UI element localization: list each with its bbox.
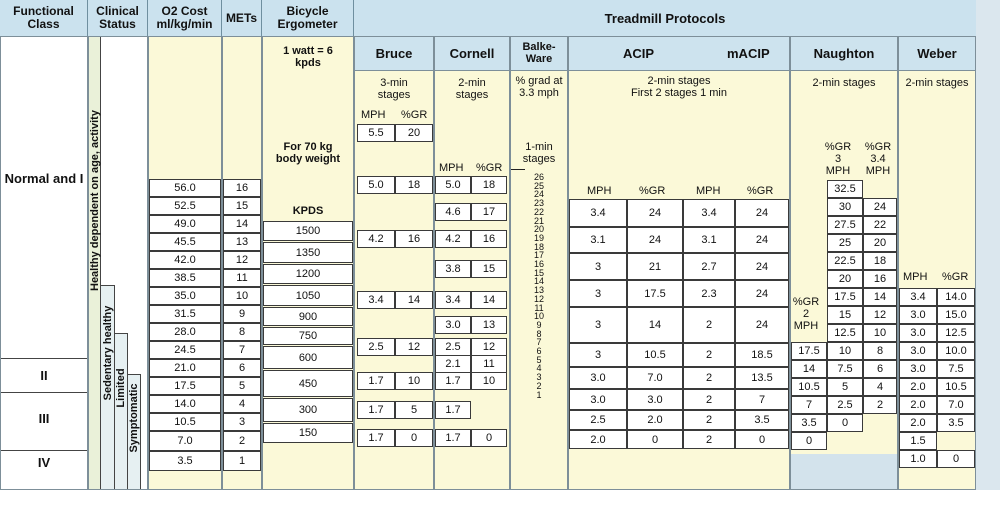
header-filler [976,0,1000,36]
mets-cell: 10 [223,287,261,305]
balke-grade-value: 9 [536,319,542,330]
weber-gr-cell: 10.5 [937,378,975,396]
cornell-mph-cell: 4.6 [435,203,471,221]
weber-gr-cell: 14.0 [937,288,975,306]
acip-gr-cell: 14 [627,307,683,343]
bruce-mph-cell: 1.7 [357,401,395,419]
mets-cell: 3 [223,413,261,431]
cornell-gr-cell: 16 [471,230,507,248]
weber-gr-cell: 12.5 [937,324,975,342]
bruce-gr-cell: 20 [395,124,433,142]
o2-cost-cell: 17.5 [149,377,221,395]
balke-grade-value: 1 [536,389,542,400]
weber-mph-cell: 3.4 [899,288,937,306]
balke-grade-value: 17 [533,250,544,261]
naughton-title: Naughton [813,46,875,61]
bicycle-kpds-cell: 600 [263,346,353,369]
balke-grade-value: 26 [533,172,544,182]
mets-cell: 8 [223,323,261,341]
o2-cost-cell: 31.5 [149,305,221,323]
balke-grade-value: 20 [533,224,544,235]
o2-cost-cell: 38.5 [149,269,221,287]
bruce-mph-cell: 3.4 [357,291,395,309]
o2-cost-cell: 14.0 [149,395,221,413]
functional-class-column [0,36,88,490]
macip-gr-cell: 24 [735,253,789,280]
mets-cell: 1 [223,451,261,471]
naughton-3mph-cell: 12.5 [827,324,863,342]
bruce-mph-cell: 4.2 [357,230,395,248]
bicycle-kpds-cell: 1500 [263,221,353,241]
naughton-head-34mph: %GR 3.4 MPH [864,141,892,177]
acip-stages-note: First 2 stages 1 min [631,87,727,99]
acip-mph-cell: 3.0 [569,389,627,410]
weber-gr-cell: 7.5 [937,360,975,378]
naughton-34mph-cell: 24 [863,198,897,216]
balke-grade-value: 11 [534,302,544,313]
balke-grade-value: 21 [533,215,544,226]
bicycle-column [262,36,354,490]
header-o2-cost [148,0,222,36]
acip-gr-cell: 21 [627,253,683,280]
mets-cell: 4 [223,395,261,413]
naughton-34mph-cell: 2 [863,396,897,414]
macip-gr-cell: 3.5 [735,410,789,430]
bicycle-kpds-cell: 1200 [263,264,353,284]
acip-gr-cell: 24 [627,199,683,227]
bruce-gr-cell: 10 [395,372,433,390]
mets-cell: 11 [223,269,261,287]
status-limited-label: Limited [115,368,127,408]
balke-grade-value: 2 [536,380,542,391]
weber-mph-cell: 2.0 [899,414,937,432]
naughton-34mph-cell: 18 [863,252,897,270]
o2-cost-cell: 24.5 [149,341,221,359]
weber-mph-cell: 1.5 [899,432,937,450]
bruce-gr-cell: 0 [395,429,433,447]
naughton-head-2mph: %GR 2 MPH [792,296,820,332]
acip-mph-cell: 3 [569,280,627,307]
macip-mph-cell: 2.7 [683,253,735,280]
naughton-3mph-cell: 30 [827,198,863,216]
acip-title: ACIP [623,46,655,61]
bicycle-note-weight: For 70 kg body weight [275,141,341,165]
macip-mph-cell: 2 [683,430,735,449]
weber-mph-head: MPH [903,271,928,283]
macip-title: mACIP [727,46,770,61]
cornell-mph-cell: 3.8 [435,260,471,278]
class-divider [1,450,87,451]
header-mets [222,0,262,36]
naughton-34mph-cell: 22 [863,216,897,234]
header-clinical-status-text: Clinical Status [96,4,139,31]
naughton-3mph-cell: 7.5 [827,360,863,378]
bruce-mph-cell: 1.7 [357,372,395,390]
balke-grade-value: 23 [533,198,544,209]
balke-grade-value: 16 [533,259,544,269]
cornell-mph-cell: 1.7 [435,401,471,419]
bruce-mph-cell: 5.0 [357,176,395,194]
header-treadmill [354,0,976,36]
naughton-3mph-cell: 17.5 [827,288,863,306]
macip-gr-head: %GR [747,185,774,197]
bruce-gr-cell: 14 [395,291,433,309]
o2-cost-cell: 52.5 [149,197,221,215]
macip-mph-cell: 2 [683,343,735,367]
balke-grade-value: 22 [533,206,544,217]
bruce-stages: 3-min stages [377,77,411,101]
acip-gr-head: %GR [639,185,666,197]
bicycle-unit-label: KPDS [292,205,324,217]
macip-gr-cell: 0 [735,430,789,449]
bruce-mph-cell: 5.5 [357,124,395,142]
macip-gr-cell: 24 [735,227,789,253]
acip-stages: 2-min stages [647,75,711,87]
class-iii-label: III [38,411,50,426]
clinical-status-column [88,36,148,490]
acip-mph-cell: 3.1 [569,227,627,253]
cornell-gr-head: %GR [476,162,503,174]
acip-mph-cell: 3 [569,253,627,280]
mets-cell: 14 [223,215,261,233]
header-o2-cost-text: O2 Cost ml/kg/min [156,4,213,31]
acip-mph-cell: 3.4 [569,199,627,227]
naughton-2mph-cell: 7 [791,396,827,414]
acip-mph-cell: 3 [569,343,627,367]
header-functional-class [0,0,88,36]
bruce-gr-cell: 18 [395,176,433,194]
o2-cost-cell: 28.0 [149,323,221,341]
acip-gr-cell: 10.5 [627,343,683,367]
weber-gr-head: %GR [942,271,969,283]
cornell-mph-head: MPH [439,162,464,174]
macip-mph-head: MPH [696,185,721,197]
naughton-3mph-cell: 2.5 [827,396,863,414]
status-sedentary-label: Sedentary healthy [102,305,114,401]
macip-gr-cell: 24 [735,199,789,227]
class-divider [1,358,87,359]
balke-grade-value: 19 [533,232,544,243]
balke-grade-value: 5 [536,354,542,365]
acip-mph-cell: 3.0 [569,367,627,389]
mets-cell: 13 [223,233,261,251]
weber-mph-cell: 2.0 [899,378,937,396]
mets-cell: 16 [223,179,261,197]
balke-grade-value: 10 [533,311,544,322]
balke-column [510,36,568,490]
cornell-mph-cell: 1.7 [435,372,471,390]
macip-mph-cell: 2 [683,307,735,343]
class-ii-label: II [40,368,48,383]
balke-grade-value: 12 [533,293,544,304]
cornell-gr-cell: 18 [471,176,507,194]
naughton-34mph-cell: 4 [863,378,897,396]
macip-gr-cell: 18.5 [735,343,789,367]
balke-grade-value: 4 [536,363,542,374]
o2-cost-cell: 10.5 [149,413,221,431]
cornell-gr-cell: 17 [471,203,507,221]
header-clinical-status [88,0,148,36]
balke-grade-value: 25 [533,180,544,191]
acip-column [568,36,790,490]
balke-grade-value: 7 [536,337,542,348]
weber-gr-cell: 15.0 [937,306,975,324]
bicycle-kpds-cell: 300 [263,398,353,422]
o2-cost-cell: 21.0 [149,359,221,377]
mets-cell: 12 [223,251,261,269]
bruce-gr-cell: 5 [395,401,433,419]
cornell-mph-cell: 1.7 [435,429,471,447]
weber-title: Weber [917,46,957,61]
bruce-gr-cell: 16 [395,230,433,248]
naughton-stages: 2-min stages [812,77,876,89]
balke-grade-value: 13 [533,285,544,296]
macip-gr-cell: 13.5 [735,367,789,389]
mets-cell: 9 [223,305,261,323]
naughton-column [790,36,898,490]
naughton-34mph-cell: 6 [863,360,897,378]
bruce-title: Bruce [375,46,413,61]
macip-mph-cell: 2.3 [683,280,735,307]
naughton-34mph-cell: 14 [863,288,897,306]
weber-gr-cell: 0 [937,450,975,468]
mets-cell: 6 [223,359,261,377]
macip-mph-cell: 2 [683,410,735,430]
acip-mph-cell: 2.0 [569,430,627,449]
cornell-mph-cell: 3.0 [435,316,471,334]
weber-mph-cell: 1.0 [899,450,937,468]
cornell-mph-cell: 3.4 [435,291,471,309]
header-mets-text: METs [225,10,258,25]
macip-gr-cell: 7 [735,389,789,410]
mets-cell: 2 [223,431,261,451]
bicycle-kpds-cell: 150 [263,423,353,443]
bruce-mph-head: MPH [361,109,386,121]
naughton-34mph-cell: 10 [863,324,897,342]
acip-mph-cell: 2.5 [569,410,627,430]
acip-mph-cell: 3 [569,307,627,343]
balke-grade-value: 3 [536,372,542,383]
mets-column [222,36,262,490]
balke-title: Balke-Ware [522,41,556,65]
weber-mph-cell: 3.0 [899,342,937,360]
status-symptomatic-label: Symptomatic [128,383,140,453]
right-filler [976,36,1000,490]
bicycle-kpds-cell: 1050 [263,285,353,306]
weber-gr-cell: 3.5 [937,414,975,432]
acip-gr-cell: 7.0 [627,367,683,389]
naughton-2mph-cell: 0 [791,432,827,450]
cornell-gr-cell: 15 [471,260,507,278]
weber-mph-cell: 3.0 [899,360,937,378]
bottom-margin [0,490,1000,519]
header-functional-class-text: Functional Class [13,4,74,31]
naughton-34mph-cell: 12 [863,306,897,324]
status-healthy-label: Healthy dependent on age, activity [89,110,101,291]
weber-gr-cell: 7.0 [937,396,975,414]
naughton-34mph-cell: 16 [863,270,897,288]
bruce-gr-head: %GR [401,109,428,121]
naughton-2mph-cell: 14 [791,360,827,378]
naughton-2mph-cell: 10.5 [791,378,827,396]
weber-gr-cell: 10.0 [937,342,975,360]
cornell-title: Cornell [449,46,495,61]
weber-column [898,36,976,490]
macip-gr-cell: 24 [735,280,789,307]
naughton-head-3mph: %GR 3 MPH [824,141,852,177]
cornell-mph-cell: 4.2 [435,230,471,248]
o2-cost-cell: 45.5 [149,233,221,251]
naughton-2mph-cell: 17.5 [791,342,827,360]
acip-gr-cell: 24 [627,227,683,253]
cornell-gr-cell: 13 [471,316,507,334]
weber-mph-cell: 3.0 [899,324,937,342]
bicycle-note-watt: 1 watt = 6 kpds [283,45,333,69]
bicycle-kpds-cell: 900 [263,307,353,326]
naughton-3mph-cell: 27.5 [827,216,863,234]
weber-mph-cell: 2.0 [899,396,937,414]
naughton-3mph-cell: 5 [827,378,863,396]
o2-cost-column [148,36,222,490]
naughton-3mph-cell: 0 [827,414,863,432]
bruce-gr-cell: 12 [395,338,433,356]
o2-cost-cell: 49.0 [149,215,221,233]
cornell-mph-cell: 2.5 [435,338,471,356]
class-divider [1,392,87,393]
cornell-mph-cell: 5.0 [435,176,471,194]
bicycle-kpds-cell: 750 [263,327,353,345]
bicycle-kpds-cell: 1350 [263,242,353,263]
balke-grade-value: 6 [536,346,542,356]
o2-cost-cell: 35.0 [149,287,221,305]
o2-cost-cell: 42.0 [149,251,221,269]
balke-grade-value: 14 [533,276,544,287]
acip-mph-head: MPH [587,185,612,197]
balke-grade-value: 24 [533,189,544,200]
mets-cell: 15 [223,197,261,215]
cornell-mph-cell: 2.1 [435,355,471,373]
naughton-3mph-cell: 25 [827,234,863,252]
header-treadmill-text: Treadmill Protocols [604,10,726,26]
naughton-2mph-cell: 3.5 [791,414,827,432]
bruce-mph-cell: 2.5 [357,338,395,356]
cornell-gr-cell: 10 [471,372,507,390]
header-bicycle-text: Bicycle Ergometer [277,4,338,31]
naughton-shade [791,454,897,489]
naughton-3mph-cell: 15 [827,306,863,324]
cornell-gr-cell: 14 [471,291,507,309]
acip-gr-cell: 2.0 [627,410,683,430]
cornell-stages: 2-min stages [455,77,489,101]
weber-mph-cell: 3.0 [899,306,937,324]
macip-mph-cell: 3.4 [683,199,735,227]
mets-cell: 5 [223,377,261,395]
weber-stages: 2-min stages [905,77,969,89]
class-normal-label: Normal and I [4,171,84,186]
acip-gr-cell: 17.5 [627,280,683,307]
cornell-column [434,36,510,490]
o2-cost-cell: 3.5 [149,451,221,471]
balke-marker [511,169,525,170]
macip-mph-cell: 3.1 [683,227,735,253]
macip-mph-cell: 2 [683,389,735,410]
balke-grade-value: 18 [533,241,544,252]
acip-gr-cell: 0 [627,430,683,449]
class-iv-label: IV [37,455,51,470]
bruce-column [354,36,434,490]
naughton-3mph-cell: 32.5 [827,180,863,198]
mets-cell: 7 [223,341,261,359]
bicycle-kpds-cell: 450 [263,370,353,397]
o2-cost-cell: 7.0 [149,431,221,451]
naughton-3mph-cell: 20 [827,270,863,288]
acip-gr-cell: 3.0 [627,389,683,410]
naughton-3mph-cell: 10 [827,342,863,360]
cornell-gr-cell: 12 [471,338,507,356]
macip-mph-cell: 2 [683,367,735,389]
bruce-mph-cell: 1.7 [357,429,395,447]
cornell-gr-cell: 11 [471,355,507,373]
macip-gr-cell: 24 [735,307,789,343]
balke-grade-value: 8 [536,328,542,339]
naughton-34mph-cell: 20 [863,234,897,252]
naughton-34mph-cell: 8 [863,342,897,360]
o2-cost-cell: 56.0 [149,179,221,197]
balke-grad: % grad at 3.3 mph [515,75,563,99]
header-bicycle [262,0,354,36]
cornell-gr-cell: 0 [471,429,507,447]
balke-stages: 1-min stages [522,141,556,165]
balke-grade-value: 15 [533,267,544,278]
naughton-3mph-cell: 22.5 [827,252,863,270]
